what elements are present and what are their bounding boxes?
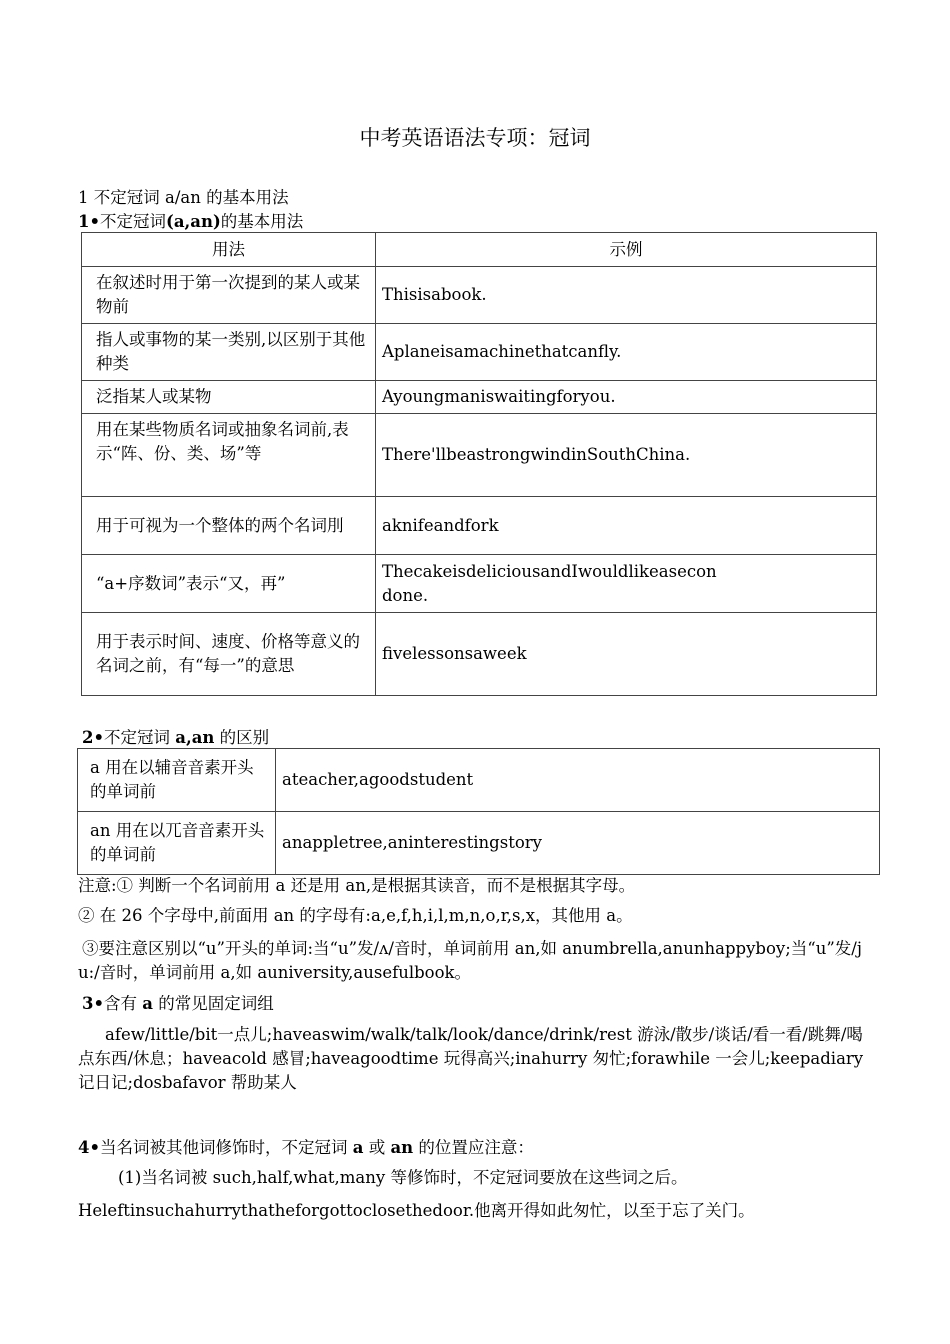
section3-number: 3• [82,994,105,1013]
section4-bold-an: an [390,1138,414,1157]
usage-cell: 指人或事物的某一类别,以区别于其他种类 [82,324,376,381]
usage-cell: 在叙述时用于第一次提到的某人或某物前 [82,267,376,324]
example-cell: Aplaneisamachinethatcanfly. [376,324,877,381]
table-row [78,812,880,875]
example-cell: Thisisabook. [376,267,877,324]
usage-cell: “a+序数词”表示“又，再” [82,555,376,613]
section4-mid: 或 [363,1138,391,1157]
table-row [82,613,877,696]
section4-bold-a: a [352,1138,364,1157]
section4-point-1: (1)当名词被 such,half,what,many 等修饰时，不定冠词要放在这些词之后。 [118,1168,688,1187]
example-cell: anappletree,aninterestingstory [276,812,880,875]
example-cell: ateacher,agoodstudent [276,749,880,812]
section2-post: 的区别 [214,728,270,747]
example-cell: Ayoungmaniswaitingforyou. [376,381,877,414]
table-row [82,497,877,555]
usage-cell: 用在某些物质名词或抽象名词前,表示“阵、份、类、场”等 [82,414,376,497]
section3-post: 的常见固定词组 [152,994,274,1013]
section1-subheading [78,210,303,234]
note-3: ③要注意区别以“u”开头的单词:当“u”发/ʌ/音时，单词前用 an,如 anumbrella,anunhappyboy;当“u”发/ju:/音时，单词前用 a,如 auniversity,ausefulbook。 [78,939,862,982]
section4-post: 的位置应注意： [413,1138,534,1157]
section2-number: 2• [82,728,105,747]
section1-pre: 不定冠词 [100,212,167,231]
section3-body: afew/little/bit一点儿;haveaswim/walk/talk/look/dance/drink/rest 游泳/散步/谈话/看一看/跳舞/喝点东西/休息；haveacold 感冒;haveagoodtime 玩得高兴;inahurry 匆忙;forawhile 一会儿;keepadiary 记日记;dosbafavor 帮助某人 [78,1025,864,1092]
section2-bold: a,an [175,728,215,747]
article-difference-table [77,748,880,875]
example-cell: ThecakeisdeliciousandIwouldlikeasecondone. [376,555,877,613]
header-usage: 用法 [82,233,376,267]
usage-cell: a 用在以辅音音素开头的单词前 [78,749,276,812]
example-cell: aknifeandfork [376,497,877,555]
note-2: ② 在 26 个字母中,前面用 an 的字母有:a,e,f,h,i,l,m,n,o,r,s,x，其他用 a。 [78,906,633,925]
table-row [82,267,877,324]
note-1: 注意:① 判断一个名词前用 a 还是用 an,是根据其读音，而不是根据其字母。 [78,876,636,895]
example-cell: There'llbeastrongwindinSouthChina. [376,414,877,497]
section2-heading [82,726,269,750]
usage-cell: 用于表示时间、速度、价格等意义的名词之前，有“每一”的意思 [82,613,376,696]
table-row [82,555,877,613]
section3-pre: 含有 [104,994,143,1013]
table-row [78,749,880,812]
usage-cell: 用于可视为一个整体的两个名词刖 [82,497,376,555]
usage-cell: an 用在以兀音音素开头的单词前 [78,812,276,875]
header-example: 示例 [376,233,877,267]
page-title: 中考英语语法专项：冠词 [359,126,591,150]
section1-post: 的基本用法 [220,212,304,231]
section3-heading [82,992,274,1016]
section1-heading: 1 不定冠词 a/an 的基本用法 [78,188,289,207]
section2-pre: 不定冠词 [104,728,176,747]
section4-example-1: Heleftinsuchahurrythatheforgottoclosethedoor.他离开得如此匆忙，以至于忘了关门。 [78,1201,755,1220]
usage-table [81,232,877,696]
section4-number: 4• [78,1138,101,1157]
section1-bold: (a,an) [166,212,221,231]
example-cell: fivelessonsaweek [376,613,877,696]
usage-cell: 泛指某人或某物 [82,381,376,414]
section4-pre: 当名词被其他词修饰时，不定冠词 [100,1138,353,1157]
table-row [82,414,877,497]
section4-heading [78,1136,534,1160]
table-header-row [82,233,877,267]
section1-number: 1• [78,212,101,231]
section3-bold: a [142,994,153,1013]
table-row [82,324,877,381]
table-row [82,381,877,414]
